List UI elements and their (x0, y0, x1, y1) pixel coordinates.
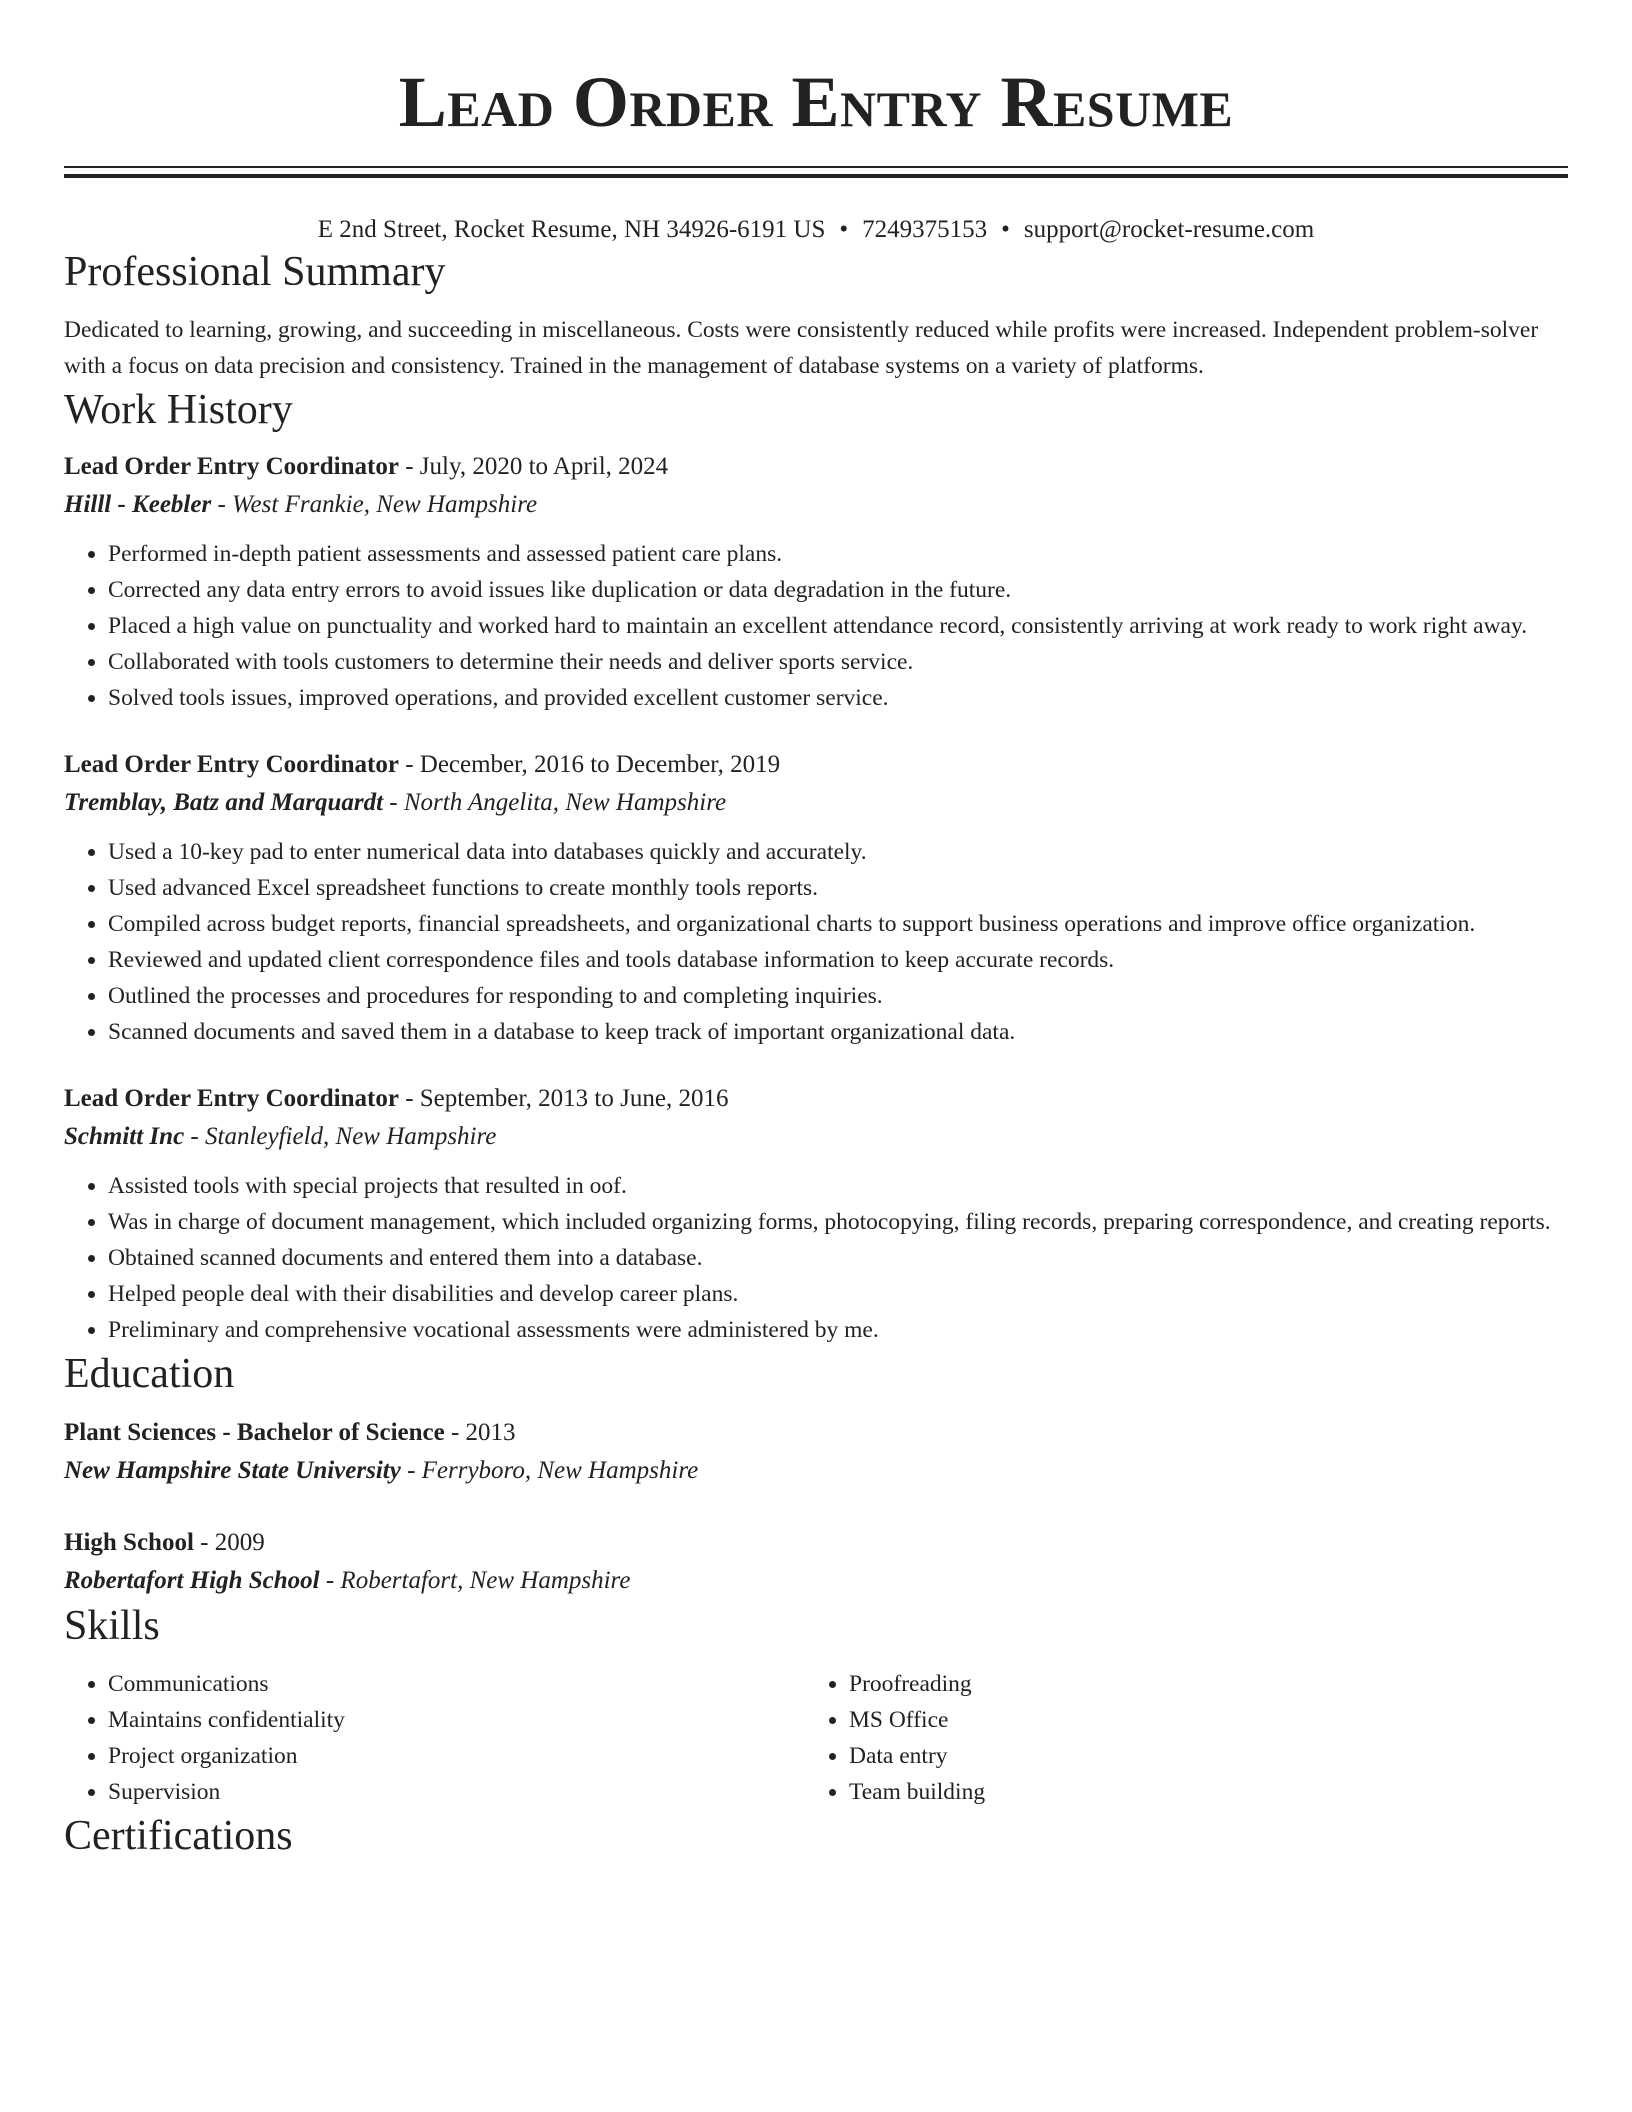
list-item: • Scanned documents and saved them in a database to keep track of important organizational data. (108, 1014, 1568, 1050)
job-company: Hilll - Keebler (64, 491, 212, 518)
job-bullets (64, 536, 1568, 716)
education-location: - Ferryboro, New Hampshire (400, 1457, 699, 1484)
education-degree-line (64, 1414, 1568, 1452)
skill-item: • Data entry (849, 1738, 1546, 1774)
list-item: • Compiled across budget reports, financial spreadsheets, and organizational charts to support business operations and improve office organization. (108, 906, 1568, 942)
list-item: • Reviewed and updated client correspondence files and tools database information to keep accurate records. (108, 942, 1568, 978)
job-title-line (64, 746, 1568, 784)
contact-separator: • (1001, 216, 1010, 243)
education-degree-line (64, 1524, 1568, 1562)
list-item: • Used advanced Excel spreadsheet functions to create monthly tools reports. (108, 870, 1568, 906)
skills-column-left (64, 1666, 805, 1810)
skills-heading: Skills (64, 1603, 160, 1649)
education-school: Robertafort High School (64, 1567, 320, 1594)
education-school: New Hampshire State University (64, 1457, 401, 1484)
job-title-line (64, 448, 1568, 486)
list-item: • Outlined the processes and procedures for responding to and completing inquiries. (108, 978, 1568, 1014)
contact-address: E 2nd Street, Rocket Resume, NH 34926-6191 US (317, 216, 826, 243)
contact-phone: 7249375153 (862, 216, 988, 243)
skills-column-right (805, 1666, 1546, 1810)
list-item: • Corrected any data entry errors to avoid issues like duplication or data degradation in the future. (108, 572, 1568, 608)
certifications-heading: Certifications (64, 1813, 293, 1859)
education-location: - Robertafort, New Hampshire (319, 1567, 631, 1594)
title-divider-thick (64, 174, 1568, 178)
job-entry (64, 1080, 1568, 1348)
list-item: • Used a 10-key pad to enter numerical data into databases quickly and accurately. (108, 834, 1568, 870)
job-dates: - July, 2020 to April, 2024 (398, 453, 669, 480)
job-bullets (64, 834, 1568, 1050)
job-role: Lead Order Entry Coordinator (64, 1085, 399, 1112)
list-item: • Collaborated with tools customers to determine their needs and deliver sports service. (108, 644, 1568, 680)
job-bullets (64, 1168, 1568, 1348)
skill-item: • Supervision (108, 1774, 805, 1810)
list-item: • Obtained scanned documents and entered them into a database. (108, 1240, 1568, 1276)
work-history-heading: Work History (64, 387, 293, 433)
resume-title: Lead Order Entry Resume (398, 62, 1234, 142)
contact-separator: • (839, 216, 849, 243)
job-location: - West Frankie, New Hampshire (211, 491, 538, 518)
job-location: - Stanleyfield, New Hampshire (184, 1123, 497, 1150)
skill-item: • Project organization (108, 1738, 805, 1774)
list-item: • Preliminary and comprehensive vocational assessments were administered by me. (108, 1312, 1568, 1348)
list-item: • Performed in-depth patient assessments and assessed patient care plans. (108, 536, 1568, 572)
education-year: - 2013 (444, 1419, 516, 1446)
skill-item: • Team building (849, 1774, 1546, 1810)
education-heading: Education (64, 1351, 235, 1397)
job-location: - North Angelita, New Hampshire (383, 789, 727, 816)
job-entry (64, 448, 1568, 716)
list-item: • Was in charge of document management, which included organizing forms, photocopying, filing records, preparing correspondence, and creating reports. (108, 1204, 1568, 1240)
job-company-line (64, 486, 1568, 524)
list-item: • Solved tools issues, improved operations, and provided excellent customer service. (108, 680, 1568, 716)
skill-item: • Maintains confidentiality (108, 1702, 805, 1738)
job-role: Lead Order Entry Coordinator (64, 751, 399, 778)
education-year: - 2009 (193, 1529, 265, 1556)
job-role: Lead Order Entry Coordinator (64, 453, 399, 480)
contact-line (64, 214, 1568, 246)
job-company: Schmitt Inc (64, 1123, 185, 1150)
contact-email: support@rocket-resume.com (1023, 216, 1315, 243)
summary-heading: Professional Summary (64, 249, 446, 295)
skill-item: • Communications (108, 1666, 805, 1702)
summary-text: Dedicated to learning, growing, and succeeding in miscellaneous. Costs were consistently reduced while profits were increased. Independent problem-solver with a focus on data precision and consistency. Trained in the management of database systems on a variety of platforms. (64, 317, 1539, 379)
job-entry (64, 746, 1568, 1050)
education-entry (64, 1524, 1568, 1600)
job-company: Tremblay, Batz and Marquardt (64, 789, 384, 816)
list-item: • Assisted tools with special projects that resulted in oof. (108, 1168, 1568, 1204)
job-company-line (64, 784, 1568, 822)
list-item: • Placed a high value on punctuality and worked hard to maintain an excellent attendance record, consistently arriving at work ready to work right away. (108, 608, 1568, 644)
skill-item: • Proofreading (849, 1666, 1546, 1702)
title-divider-thin (64, 166, 1568, 168)
education-degree: High School (64, 1529, 194, 1556)
list-item: • Helped people deal with their disabilities and develop career plans. (108, 1276, 1568, 1312)
skill-item: • MS Office (849, 1702, 1546, 1738)
education-entry (64, 1414, 1568, 1490)
job-dates: - September, 2013 to June, 2016 (398, 1085, 729, 1112)
education-degree: Plant Sciences - Bachelor of Science (64, 1419, 445, 1446)
job-title-line (64, 1080, 1568, 1118)
job-company-line (64, 1118, 1568, 1156)
education-school-line (64, 1452, 1568, 1490)
skills-grid (64, 1666, 1568, 1810)
education-school-line (64, 1562, 1568, 1600)
job-dates: - December, 2016 to December, 2019 (398, 751, 781, 778)
